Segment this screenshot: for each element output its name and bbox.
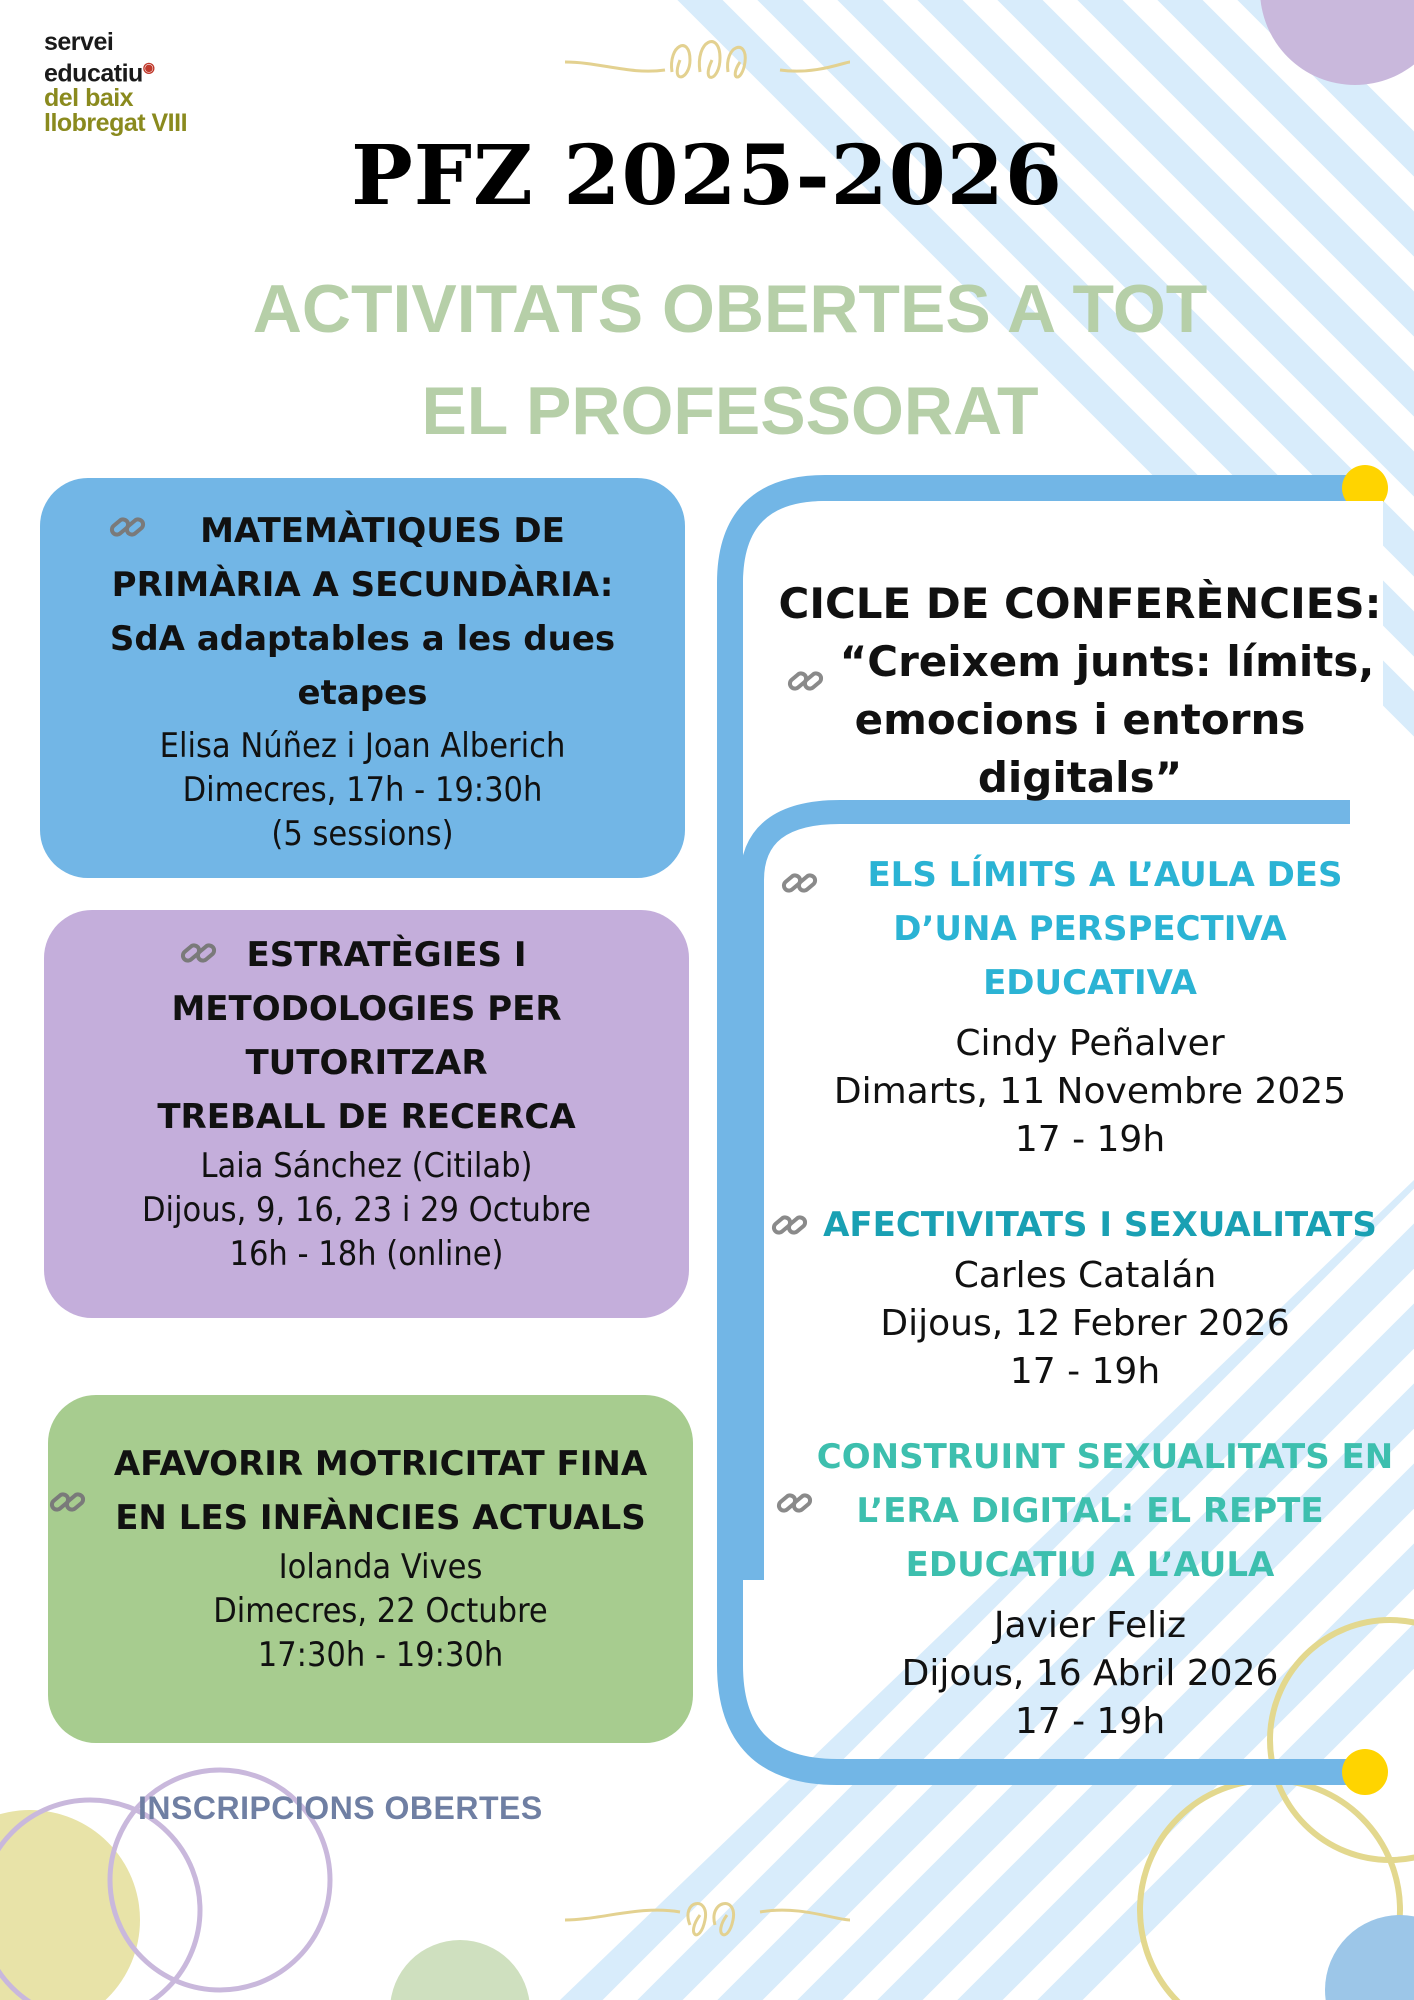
activity-title-line: TUTORITZAR	[245, 1043, 488, 1083]
activity-sessions: (5 sessions)	[271, 814, 454, 854]
page-subtitle: ACTIVITATS OBERTES A TOT EL PROFESSORAT	[252, 271, 1208, 449]
session-date: Dimarts, 11 Novembre 2025	[833, 1071, 1347, 1112]
activity-title-line: METODOLOGIES PER	[171, 989, 562, 1029]
activity-speakers: Elisa Núñez i Joan Alberich	[159, 726, 566, 766]
session-speaker: Carles Catalán	[953, 1255, 1217, 1296]
session-speaker: Javier Feliz	[993, 1605, 1187, 1646]
session-title-line: L’ERA DIGITAL: EL REPTE	[856, 1491, 1324, 1531]
activity-title-line: PRIMÀRIA A SECUNDÀRIA:	[111, 565, 614, 605]
link-icon[interactable]	[108, 512, 148, 542]
conference-session-affectivity[interactable]	[770, 1198, 1400, 1396]
link-icon[interactable]	[179, 938, 219, 968]
conference-cycle-title: CICLE DE CONFERÈNCIES:	[778, 579, 1382, 628]
conference-session-limits[interactable]	[780, 848, 1400, 1164]
session-time: 17 - 19h	[1009, 1351, 1161, 1392]
conference-session-digital-sexuality[interactable]	[775, 1430, 1405, 1746]
session-date: Dijous, 12 Febrer 2026	[880, 1303, 1290, 1344]
brand-logo	[44, 30, 187, 136]
conference-cycle-quote: “Creixem junts: límits,	[760, 633, 1400, 691]
activity-title-line: EN LES INFÀNCIES ACTUALS	[115, 1498, 646, 1538]
activity-title-line: SdA adaptables a les dues	[109, 619, 616, 659]
session-title-line: CONSTRUINT SEXUALITATS EN	[816, 1437, 1394, 1477]
activity-speakers: Iolanda Vives	[278, 1547, 483, 1587]
activity-schedule: Dimecres, 17h - 19:30h	[182, 770, 543, 810]
session-title-line: D’UNA PERSPECTIVA	[893, 909, 1287, 949]
activity-speakers: Laia Sánchez (Citilab)	[200, 1146, 533, 1186]
session-title-line: ELS LÍMITS A L’AULA DES	[867, 855, 1343, 895]
page-title: PFZ 2025-2026	[351, 128, 1063, 224]
activity-card-research-tutoring[interactable]	[44, 910, 689, 1318]
session-title-line: AFECTIVITATS I SEXUALITATS	[823, 1205, 1377, 1245]
link-icon[interactable]	[780, 868, 820, 898]
activity-card-fine-motor[interactable]	[48, 1395, 693, 1743]
link-icon[interactable]	[48, 1487, 88, 1517]
activity-title-line: etapes	[297, 673, 428, 713]
logo-line: del baix	[44, 84, 134, 113]
conference-cycle-heading	[760, 575, 1400, 807]
session-title-line: EDUCATIU A L’AULA	[905, 1545, 1275, 1585]
session-title-line: EDUCATIVA	[983, 963, 1197, 1003]
activity-schedule: Dimecres, 22 Octubre	[213, 1591, 548, 1631]
activity-card-mathematics[interactable]	[40, 478, 685, 878]
session-date: Dijous, 16 Abril 2026	[901, 1653, 1279, 1694]
activity-time: 17:30h - 19:30h	[257, 1635, 504, 1675]
activity-title-line: TREBALL DE RECERCA	[157, 1097, 576, 1137]
logo-line: educatiu◉	[44, 59, 155, 88]
conference-cycle-quote: emocions i entorns digitals”	[854, 695, 1306, 802]
logo-line: llobregat VIII	[44, 109, 188, 138]
session-time: 17 - 19h	[1014, 1701, 1166, 1742]
decor-circle-blue	[1325, 1915, 1414, 2000]
activity-schedule: Dijous, 9, 16, 23 i 29 Octubre	[141, 1190, 592, 1230]
activity-title-line: ESTRATÈGIES I	[246, 935, 527, 975]
session-speaker: Cindy Peñalver	[955, 1023, 1225, 1064]
activity-title-line: MATEMÀTIQUES DE	[200, 511, 565, 551]
activity-time: 16h - 18h (online)	[229, 1234, 504, 1274]
link-icon[interactable]	[770, 1210, 810, 1240]
link-icon[interactable]	[786, 650, 826, 680]
activity-title-line: AFAVORIR MOTRICITAT FINA	[113, 1444, 648, 1484]
link-icon[interactable]	[775, 1488, 815, 1518]
logo-line: servei	[44, 28, 114, 56]
decor-circle-green	[390, 1940, 530, 2000]
registration-open-label: INSCRIPCIONS OBERTES	[138, 1790, 543, 1826]
session-time: 17 - 19h	[1014, 1119, 1166, 1160]
decor-circle-purple	[1260, 0, 1414, 85]
